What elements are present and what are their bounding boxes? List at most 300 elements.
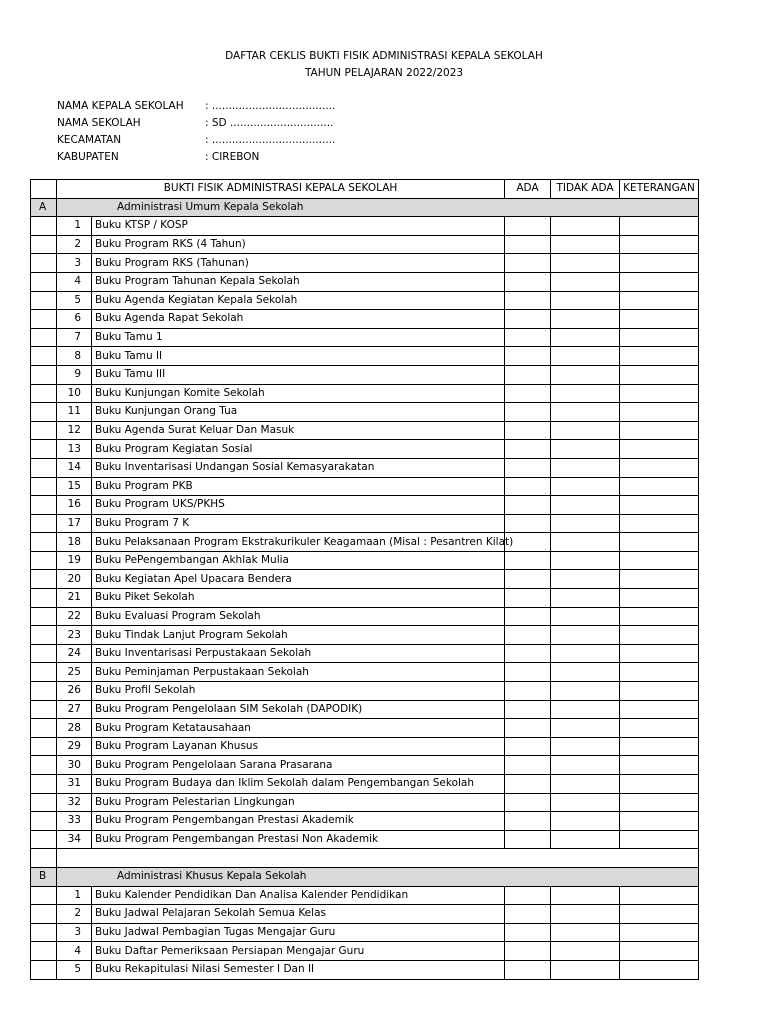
item-number: 14 <box>57 458 92 477</box>
table-row <box>31 719 699 738</box>
item-label: Buku Tamu III <box>92 365 505 384</box>
blank-cell <box>31 310 57 329</box>
item-number: 33 <box>57 812 92 831</box>
item-label: Buku Jadwal Pembagian Tugas Mengajar Guru <box>92 923 505 942</box>
keterangan-cell[interactable] <box>620 812 699 831</box>
blank-cell <box>31 942 57 961</box>
table-row <box>31 254 699 273</box>
tidak-ada-cell[interactable] <box>551 514 620 533</box>
keterangan-cell[interactable] <box>620 700 699 719</box>
ada-cell[interactable] <box>505 365 551 384</box>
school-info <box>57 98 335 166</box>
item-label: Buku Program Layanan Khusus <box>92 737 505 756</box>
info-row-sekolah <box>57 115 335 132</box>
info-label: KABUPATEN <box>57 151 119 163</box>
item-label: Buku Program RKS (Tahunan) <box>92 254 505 273</box>
ada-cell[interactable] <box>505 905 551 924</box>
item-label: Buku Program Pengelolaan SIM Sekolah (DAPODIK) <box>92 700 505 719</box>
table-row <box>31 421 699 440</box>
tidak-ada-cell[interactable] <box>551 217 620 236</box>
table-row <box>31 886 699 905</box>
keterangan-cell[interactable] <box>620 235 699 254</box>
keterangan-cell[interactable] <box>620 551 699 570</box>
item-label: Buku Program Pengembangan Prestasi Non Akademik <box>92 830 505 849</box>
table-row <box>31 384 699 403</box>
blank-cell <box>31 589 57 608</box>
section-row <box>31 198 699 217</box>
ada-cell[interactable] <box>505 403 551 422</box>
item-label: Buku Tindak Lanjut Program Sekolah <box>92 626 505 645</box>
blank-cell <box>31 793 57 812</box>
table-row <box>31 644 699 663</box>
tidak-ada-cell[interactable] <box>551 272 620 291</box>
info-row-kepala <box>57 98 335 115</box>
item-number: 8 <box>57 347 92 366</box>
tidak-ada-cell[interactable] <box>551 737 620 756</box>
keterangan-cell[interactable] <box>620 570 699 589</box>
tidak-ada-cell[interactable] <box>551 328 620 347</box>
tidak-ada-cell[interactable] <box>551 347 620 366</box>
blank-cell <box>31 347 57 366</box>
blank-cell <box>31 775 57 794</box>
blank-cell <box>31 403 57 422</box>
spacer-row <box>31 849 699 868</box>
blank-cell <box>31 756 57 775</box>
keterangan-cell[interactable] <box>620 477 699 496</box>
table-row <box>31 923 699 942</box>
tidak-ada-cell[interactable] <box>551 384 620 403</box>
tidak-ada-cell[interactable] <box>551 403 620 422</box>
item-number: 21 <box>57 589 92 608</box>
item-number: 3 <box>57 923 92 942</box>
table-row <box>31 551 699 570</box>
table-row <box>31 347 699 366</box>
item-label: Buku Program RKS (4 Tahun) <box>92 235 505 254</box>
item-label: Buku Program PKB <box>92 477 505 496</box>
item-number: 34 <box>57 830 92 849</box>
item-label: Buku Program Budaya dan Iklim Sekolah dalam Pengembangan Sekolah <box>92 775 505 794</box>
ada-cell[interactable] <box>505 421 551 440</box>
tidak-ada-cell[interactable] <box>551 477 620 496</box>
table-row <box>31 477 699 496</box>
blank-cell <box>31 570 57 589</box>
tidak-ada-cell[interactable] <box>551 719 620 738</box>
blank-cell <box>31 607 57 626</box>
item-number: 4 <box>57 272 92 291</box>
table-row <box>31 235 699 254</box>
item-number: 1 <box>57 217 92 236</box>
item-number: 9 <box>57 365 92 384</box>
table-row <box>31 737 699 756</box>
table-row <box>31 942 699 961</box>
keterangan-cell[interactable] <box>620 440 699 459</box>
blank-cell <box>31 440 57 459</box>
section-title: Administrasi Umum Kepala Sekolah <box>57 198 699 217</box>
ada-cell[interactable] <box>505 458 551 477</box>
item-label: Buku Inventarisasi Perpustakaan Sekolah <box>92 644 505 663</box>
ada-cell[interactable] <box>505 310 551 329</box>
ada-cell[interactable] <box>505 291 551 310</box>
table-row <box>31 291 699 310</box>
item-number: 32 <box>57 793 92 812</box>
item-label: Buku Program 7 K <box>92 514 505 533</box>
ada-cell[interactable] <box>505 589 551 608</box>
table-row <box>31 682 699 701</box>
spacer-cell <box>31 849 57 868</box>
keterangan-cell[interactable] <box>620 626 699 645</box>
ada-cell[interactable] <box>505 235 551 254</box>
tidak-ada-cell[interactable] <box>551 310 620 329</box>
ada-cell[interactable] <box>505 923 551 942</box>
item-label: Buku Daftar Pemeriksaan Persiapan Mengajar Guru <box>92 942 505 961</box>
blank-cell <box>31 737 57 756</box>
item-number: 17 <box>57 514 92 533</box>
tidak-ada-cell[interactable] <box>551 960 620 979</box>
table-row <box>31 365 699 384</box>
ada-cell[interactable] <box>505 570 551 589</box>
table-row <box>31 589 699 608</box>
item-number: 22 <box>57 607 92 626</box>
blank-cell <box>31 235 57 254</box>
info-label: NAMA SEKOLAH <box>57 117 141 129</box>
tidak-ada-cell[interactable] <box>551 830 620 849</box>
info-value: : CIREBON <box>205 151 260 163</box>
keterangan-cell[interactable] <box>620 589 699 608</box>
table-row <box>31 812 699 831</box>
blank-cell <box>31 477 57 496</box>
tidak-ada-cell[interactable] <box>551 793 620 812</box>
tidak-ada-cell[interactable] <box>551 365 620 384</box>
table-row <box>31 328 699 347</box>
blank-cell <box>31 328 57 347</box>
blank-cell <box>31 217 57 236</box>
item-number: 26 <box>57 682 92 701</box>
table-row <box>31 403 699 422</box>
keterangan-cell[interactable] <box>620 458 699 477</box>
info-value: : ..................................... <box>205 100 336 112</box>
item-label: Buku Profil Sekolah <box>92 682 505 701</box>
item-label: Buku Program Pengembangan Prestasi Akademik <box>92 812 505 831</box>
item-number: 31 <box>57 775 92 794</box>
ada-cell[interactable] <box>505 626 551 645</box>
item-number: 16 <box>57 496 92 515</box>
blank-cell <box>31 830 57 849</box>
keterangan-cell[interactable] <box>620 347 699 366</box>
item-number: 5 <box>57 291 92 310</box>
ada-cell[interactable] <box>505 737 551 756</box>
keterangan-cell[interactable] <box>620 737 699 756</box>
blank-cell <box>31 905 57 924</box>
tidak-ada-cell[interactable] <box>551 775 620 794</box>
ada-cell[interactable] <box>505 328 551 347</box>
info-value: : ..................................... <box>205 134 336 146</box>
table-row <box>31 440 699 459</box>
tidak-ada-cell[interactable] <box>551 440 620 459</box>
keterangan-cell[interactable] <box>620 533 699 552</box>
keterangan-cell[interactable] <box>620 254 699 273</box>
keterangan-cell[interactable] <box>620 514 699 533</box>
ada-cell[interactable] <box>505 217 551 236</box>
ada-cell[interactable] <box>505 886 551 905</box>
keterangan-cell[interactable] <box>620 607 699 626</box>
spacer-cell <box>57 849 699 868</box>
header-ada: ADA <box>505 180 551 199</box>
table-row <box>31 458 699 477</box>
keterangan-cell[interactable] <box>620 756 699 775</box>
table-row <box>31 830 699 849</box>
item-number: 28 <box>57 719 92 738</box>
keterangan-cell[interactable] <box>620 719 699 738</box>
table-row <box>31 960 699 979</box>
keterangan-cell[interactable] <box>620 905 699 924</box>
section-title: Administrasi Khusus Kepala Sekolah <box>57 867 699 886</box>
blank-cell <box>31 496 57 515</box>
table-row <box>31 217 699 236</box>
tidak-ada-cell[interactable] <box>551 235 620 254</box>
blank-cell <box>31 960 57 979</box>
ada-cell[interactable] <box>505 496 551 515</box>
ada-cell[interactable] <box>505 812 551 831</box>
ada-cell[interactable] <box>505 644 551 663</box>
item-number: 27 <box>57 700 92 719</box>
item-number: 1 <box>57 886 92 905</box>
keterangan-cell[interactable] <box>620 942 699 961</box>
table-row <box>31 272 699 291</box>
document-subtitle: TAHUN PELAJARAN 2022/2023 <box>304 67 464 79</box>
ada-cell[interactable] <box>505 477 551 496</box>
tidak-ada-cell[interactable] <box>551 756 620 775</box>
blank-cell <box>31 365 57 384</box>
blank-cell <box>31 533 57 552</box>
blank-cell <box>31 812 57 831</box>
item-label: Buku Tamu 1 <box>92 328 505 347</box>
item-label: Buku Agenda Rapat Sekolah <box>92 310 505 329</box>
keterangan-cell[interactable] <box>620 217 699 236</box>
item-number: 2 <box>57 905 92 924</box>
item-number: 24 <box>57 644 92 663</box>
tidak-ada-cell[interactable] <box>551 682 620 701</box>
ada-cell[interactable] <box>505 942 551 961</box>
item-label: Buku Peminjaman Perpustakaan Sekolah <box>92 663 505 682</box>
blank-cell <box>31 291 57 310</box>
ada-cell[interactable] <box>505 960 551 979</box>
tidak-ada-cell[interactable] <box>551 923 620 942</box>
keterangan-cell[interactable] <box>620 496 699 515</box>
section-letter: B <box>31 867 57 886</box>
item-label: Buku Kunjungan Komite Sekolah <box>92 384 505 403</box>
keterangan-cell[interactable] <box>620 960 699 979</box>
item-label: Buku Kalender Pendidikan Dan Analisa Kalender Pendidikan <box>92 886 505 905</box>
item-label: Buku Piket Sekolah <box>92 589 505 608</box>
tidak-ada-cell[interactable] <box>551 458 620 477</box>
keterangan-cell[interactable] <box>620 421 699 440</box>
tidak-ada-cell[interactable] <box>551 551 620 570</box>
blank-cell <box>31 644 57 663</box>
document-title: DAFTAR CEKLIS BUKTI FISIK ADMINISTRASI KEPALA SEKOLAH <box>225 50 543 62</box>
header-tidak-ada: TIDAK ADA <box>551 180 620 199</box>
ada-cell[interactable] <box>505 700 551 719</box>
tidak-ada-cell[interactable] <box>551 254 620 273</box>
info-label: NAMA KEPALA SEKOLAH <box>57 100 184 112</box>
tidak-ada-cell[interactable] <box>551 533 620 552</box>
keterangan-cell[interactable] <box>620 682 699 701</box>
checklist-table <box>30 179 699 980</box>
keterangan-cell[interactable] <box>620 365 699 384</box>
keterangan-cell[interactable] <box>620 291 699 310</box>
tidak-ada-cell[interactable] <box>551 626 620 645</box>
ada-cell[interactable] <box>505 347 551 366</box>
item-number: 2 <box>57 235 92 254</box>
blank-cell <box>31 421 57 440</box>
table-row <box>31 570 699 589</box>
ada-cell[interactable] <box>505 514 551 533</box>
ada-cell[interactable] <box>505 756 551 775</box>
info-value: : SD ............................... <box>205 117 334 129</box>
item-number: 7 <box>57 328 92 347</box>
section-row <box>31 867 699 886</box>
blank-cell <box>31 254 57 273</box>
table-row <box>31 626 699 645</box>
item-label: Buku Jadwal Pelajaran Sekolah Semua Kelas <box>92 905 505 924</box>
item-number: 13 <box>57 440 92 459</box>
item-label: Buku Kegiatan Apel Upacara Bendera <box>92 570 505 589</box>
tidak-ada-cell[interactable] <box>551 570 620 589</box>
blank-cell <box>31 458 57 477</box>
ada-cell[interactable] <box>505 793 551 812</box>
item-number: 3 <box>57 254 92 273</box>
keterangan-cell[interactable] <box>620 272 699 291</box>
item-number: 18 <box>57 533 92 552</box>
table-row <box>31 905 699 924</box>
item-number: 29 <box>57 737 92 756</box>
keterangan-cell[interactable] <box>620 403 699 422</box>
section-letter: A <box>31 198 57 217</box>
item-label: Buku Program Kegiatan Sosial <box>92 440 505 459</box>
ada-cell[interactable] <box>505 719 551 738</box>
table-row <box>31 607 699 626</box>
tidak-ada-cell[interactable] <box>551 421 620 440</box>
tidak-ada-cell[interactable] <box>551 663 620 682</box>
item-number: 30 <box>57 756 92 775</box>
item-number: 11 <box>57 403 92 422</box>
keterangan-cell[interactable] <box>620 644 699 663</box>
table-row <box>31 514 699 533</box>
tidak-ada-cell[interactable] <box>551 607 620 626</box>
item-label: Buku PePengembangan Akhlak Mulia <box>92 551 505 570</box>
item-number: 15 <box>57 477 92 496</box>
item-label: Buku Inventarisasi Undangan Sosial Kemasyarakatan <box>92 458 505 477</box>
ada-cell[interactable] <box>505 663 551 682</box>
item-number: 12 <box>57 421 92 440</box>
info-row-kabupaten <box>57 149 335 166</box>
tidak-ada-cell[interactable] <box>551 905 620 924</box>
ada-cell[interactable] <box>505 607 551 626</box>
item-label: Buku Program Pengelolaan Sarana Prasarana <box>92 756 505 775</box>
ada-cell[interactable] <box>505 272 551 291</box>
keterangan-cell[interactable] <box>620 775 699 794</box>
blank-cell <box>31 551 57 570</box>
item-number: 19 <box>57 551 92 570</box>
tidak-ada-cell[interactable] <box>551 942 620 961</box>
table-row <box>31 793 699 812</box>
blank-cell <box>31 923 57 942</box>
ada-cell[interactable] <box>505 551 551 570</box>
item-label: Buku Agenda Surat Keluar Dan Masuk <box>92 421 505 440</box>
item-label: Buku Program Pelestarian Lingkungan <box>92 793 505 812</box>
blank-cell <box>31 700 57 719</box>
item-label: Buku Agenda Kegiatan Kepala Sekolah <box>92 291 505 310</box>
ada-cell[interactable] <box>505 384 551 403</box>
item-number: 25 <box>57 663 92 682</box>
keterangan-cell[interactable] <box>620 310 699 329</box>
item-number: 20 <box>57 570 92 589</box>
keterangan-cell[interactable] <box>620 830 699 849</box>
table-row <box>31 310 699 329</box>
header-item: BUKTI FISIK ADMINISTRASI KEPALA SEKOLAH <box>57 180 505 199</box>
item-label: Buku Tamu II <box>92 347 505 366</box>
tidak-ada-cell[interactable] <box>551 886 620 905</box>
tidak-ada-cell[interactable] <box>551 700 620 719</box>
item-number: 10 <box>57 384 92 403</box>
table-row <box>31 756 699 775</box>
info-row-kecamatan <box>57 132 335 149</box>
ada-cell[interactable] <box>505 775 551 794</box>
table-row <box>31 700 699 719</box>
ada-cell[interactable] <box>505 254 551 273</box>
blank-cell <box>31 272 57 291</box>
header-keterangan: KETERANGAN <box>620 180 699 199</box>
table-header-row <box>31 180 699 199</box>
keterangan-cell[interactable] <box>620 793 699 812</box>
tidak-ada-cell[interactable] <box>551 291 620 310</box>
ada-cell[interactable] <box>505 682 551 701</box>
blank-cell <box>31 886 57 905</box>
item-label: Buku Evaluasi Program Sekolah <box>92 607 505 626</box>
item-label: Buku Kunjungan Orang Tua <box>92 403 505 422</box>
item-label: Buku Rekapitulasi Nilasi Semester I Dan II <box>92 960 505 979</box>
item-label: Buku Program Tahunan Kepala Sekolah <box>92 272 505 291</box>
blank-cell <box>31 663 57 682</box>
item-label: Buku Program UKS/PKHS <box>92 496 505 515</box>
table-row <box>31 663 699 682</box>
blank-cell <box>31 384 57 403</box>
item-label: Buku Program Ketatausahaan <box>92 719 505 738</box>
item-number: 5 <box>57 960 92 979</box>
ada-cell[interactable] <box>505 440 551 459</box>
tidak-ada-cell[interactable] <box>551 644 620 663</box>
item-number: 4 <box>57 942 92 961</box>
table-row <box>31 533 699 552</box>
blank-cell <box>31 626 57 645</box>
ada-cell[interactable] <box>505 830 551 849</box>
keterangan-cell[interactable] <box>620 384 699 403</box>
item-label: Buku Pelaksanaan Program Ekstrakurikuler Keagamaan (Misal : Pesantren Kilat) <box>92 533 505 552</box>
info-label: KECAMATAN <box>57 134 122 146</box>
item-label: Buku KTSP / KOSP <box>92 217 505 236</box>
keterangan-cell[interactable] <box>620 923 699 942</box>
keterangan-cell[interactable] <box>620 328 699 347</box>
table-row <box>31 496 699 515</box>
tidak-ada-cell[interactable] <box>551 589 620 608</box>
blank-cell <box>31 682 57 701</box>
tidak-ada-cell[interactable] <box>551 812 620 831</box>
header-blank-cell <box>31 180 57 199</box>
blank-cell <box>31 719 57 738</box>
keterangan-cell[interactable] <box>620 663 699 682</box>
tidak-ada-cell[interactable] <box>551 496 620 515</box>
keterangan-cell[interactable] <box>620 886 699 905</box>
item-number: 23 <box>57 626 92 645</box>
